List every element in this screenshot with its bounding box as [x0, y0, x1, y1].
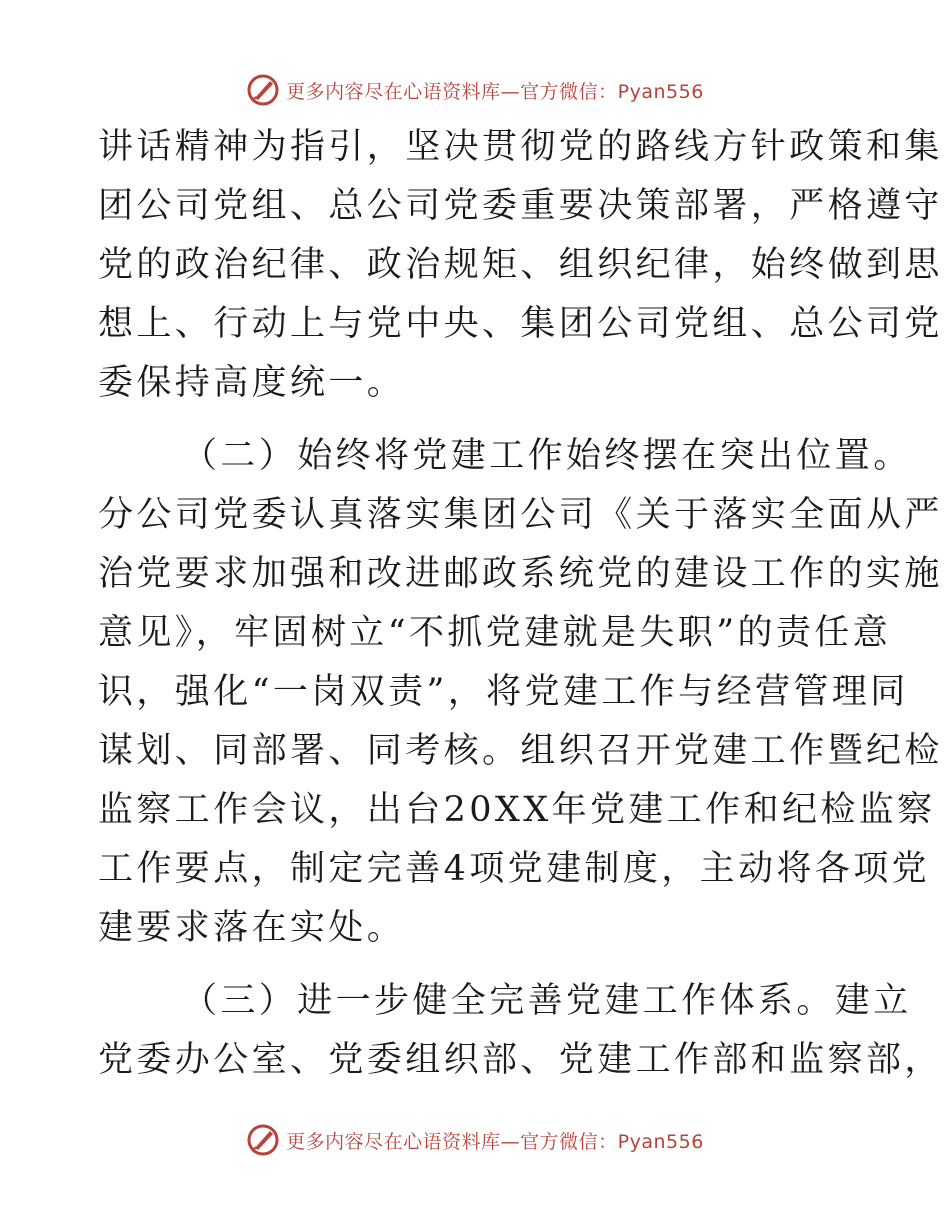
text-line: 治党要求加强和改进邮政系统党的建设工作的实施	[98, 554, 943, 594]
paragraph	[98, 118, 943, 413]
section-heading-line: （三）进一步健全完善党建工作体系。建立	[182, 981, 912, 1021]
header-watermark	[0, 70, 950, 110]
text-line: 讲话精神为指引，坚决贯彻党的路线方针政策和集	[98, 127, 943, 167]
text-line: 分公司党委认真落实集团公司《关于落实全面从严	[98, 495, 943, 535]
text-line: 党委办公室、党委组织部、党建工作部和监察部，	[98, 1040, 943, 1080]
text-line: 建要求落在实处。	[98, 908, 406, 948]
text-line: 委保持高度统一。	[98, 363, 406, 403]
text-line: 意见》，牢固树立“不抓党建就是失职”的责任意	[98, 613, 892, 653]
watermark-text: 更多内容尽在心语资料库—官方微信：Pyan556	[286, 1130, 704, 1153]
footer-watermark	[0, 1120, 950, 1160]
watermark-text: 更多内容尽在心语资料库—官方微信：Pyan556	[286, 80, 704, 103]
text-line: 工作要点，制定完善4项党建制度，主动将各项党	[98, 849, 931, 889]
text-line: 想上、行动上与党中央、集团公司党组、总公司党	[98, 304, 943, 344]
paragraph	[98, 427, 943, 958]
quill-seal-icon	[246, 73, 280, 107]
section-heading-line: （二）始终将党建工作始终摆在突出位置。	[182, 436, 912, 476]
text-line: 团公司党组、总公司党委重要决策部署，严格遵守	[98, 186, 943, 226]
document-body	[98, 118, 943, 1090]
text-line: 谋划、同部署、同考核。组织召开党建工作暨纪检	[98, 731, 943, 771]
paragraph	[98, 972, 943, 1090]
quill-seal-icon	[246, 1123, 280, 1157]
text-line: 识，强化“一岗双责”，将党建工作与经营管理同	[98, 672, 909, 712]
text-line: 党的政治纪律、政治规矩、组织纪律，始终做到思	[98, 245, 943, 285]
text-line: 监察工作会议，出台20XX年党建工作和纪检监察	[98, 790, 936, 830]
